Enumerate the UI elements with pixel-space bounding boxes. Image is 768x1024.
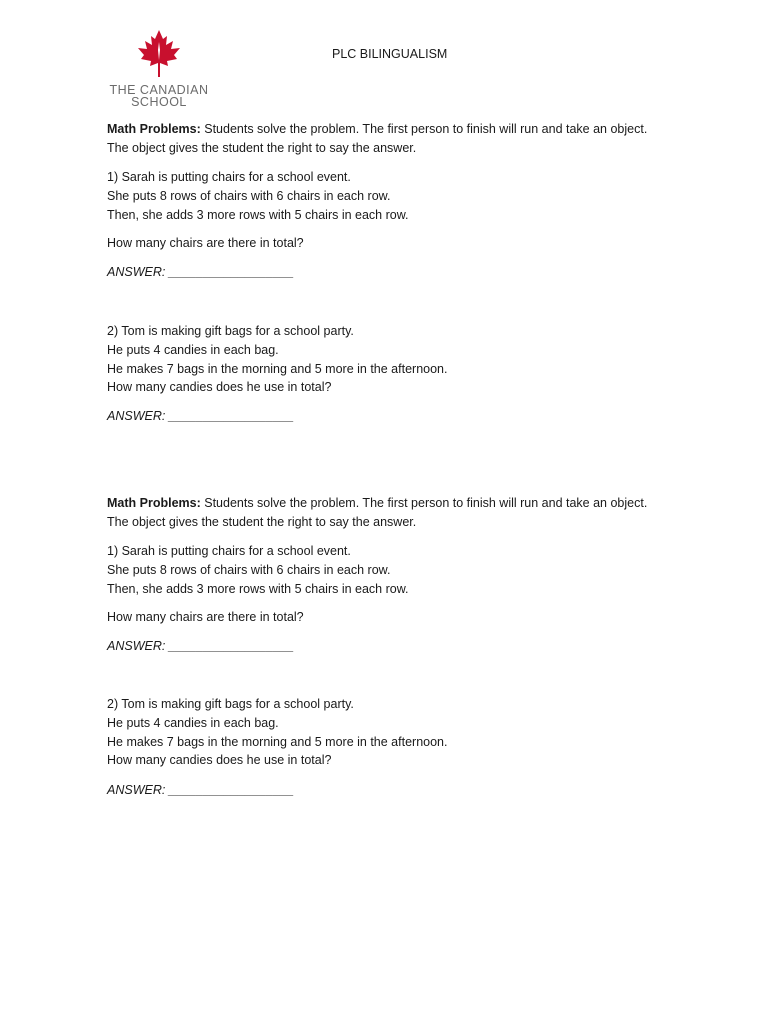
logo-text-line2: SCHOOL [131,95,187,109]
section-1-problem-1 [107,168,687,224]
problem-line: How many candies does he use in total? [107,753,332,768]
section-1-problem-2 [107,322,687,397]
section-1-intro [107,120,687,158]
problem-line: 2) Tom is making gift bags for a school party. [107,324,354,338]
problem-line: He puts 4 candies in each bag. [107,715,279,730]
problem-line: He makes 7 bags in the morning and 5 more in the afternoon. [107,734,448,749]
problem-line: He makes 7 bags in the morning and 5 more in the afternoon. [107,361,448,376]
problem-line: He puts 4 candies in each bag. [107,342,279,357]
answer-line: ANSWER: __________________ [107,265,294,279]
intro-line [107,120,687,139]
problem-question: How many chairs are there in total? [107,236,304,250]
problem-line: She puts 8 rows of chairs with 6 chairs in each row. [107,188,391,203]
school-logo [107,30,211,110]
problem-line: She puts 8 rows of chairs with 6 chairs in each row. [107,562,391,577]
problem-line: 1) Sarah is putting chairs for a school event. [107,170,351,184]
section-2-problem-1-answer [107,637,687,656]
problem-line: 2) Tom is making gift bags for a school party. [107,697,354,711]
intro-line [107,494,687,513]
section-1-problem-1-question [107,234,687,253]
problem-line: Then, she adds 3 more rows with 5 chairs in each row. [107,581,409,596]
intro-text: Students solve the problem. The first person to finish will run and take an object. [200,496,648,510]
section-2-problem-1 [107,542,687,598]
section-2-problem-2-answer [107,781,687,800]
answer-line: ANSWER: __________________ [107,409,294,423]
problem-line: Then, she adds 3 more rows with 5 chairs in each row. [107,207,409,222]
section-1-problem-1-answer [107,263,687,282]
section-2-problem-2 [107,695,687,770]
maple-leaf-icon [137,30,181,78]
intro-label: Math Problems: [107,496,201,510]
section-2-intro [107,494,687,532]
intro-line: The object gives the student the right to say the answer. [107,514,417,529]
section-1-problem-2-answer [107,407,687,426]
problem-line: 1) Sarah is putting chairs for a school event. [107,544,351,558]
answer-line: ANSWER: __________________ [107,783,294,797]
answer-line: ANSWER: __________________ [107,639,294,653]
page-title: PLC BILINGUALISM [332,47,448,61]
intro-line: The object gives the student the right to say the answer. [107,140,417,155]
intro-label: Math Problems: [107,122,201,136]
section-2-problem-1-question [107,608,687,627]
problem-question: How many chairs are there in total? [107,610,304,624]
logo-text-line1: THE CANADIAN [109,83,209,97]
intro-text: Students solve the problem. The first person to finish will run and take an object. [200,122,648,136]
problem-line: How many candies does he use in total? [107,380,332,395]
